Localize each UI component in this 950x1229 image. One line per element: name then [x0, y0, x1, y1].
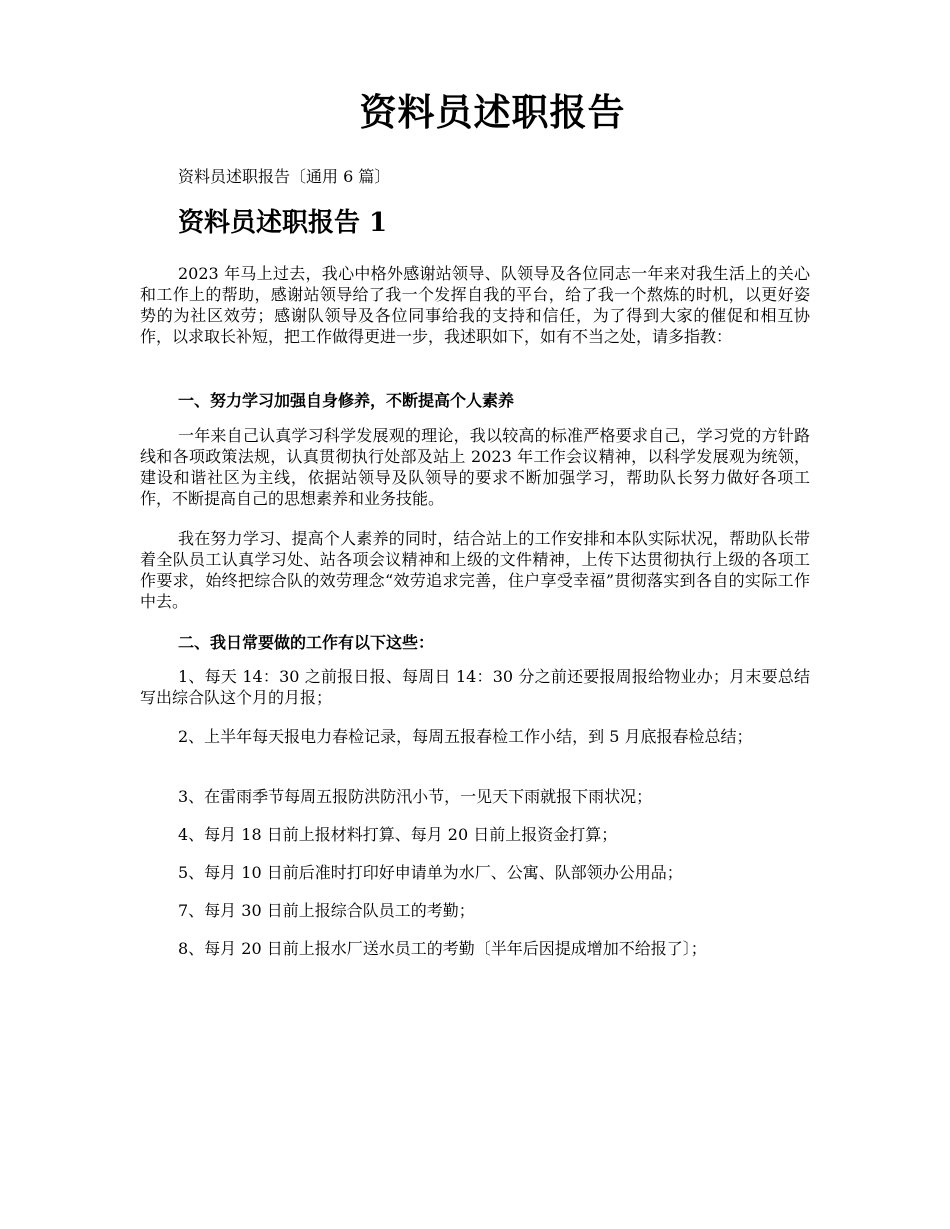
list-item: 5、每月 10 日前后准时打印好申请单为水厂、公寓、队部领办公用品；	[178, 863, 683, 882]
list-item: 8、每月 20 日前上报水厂送水员工的考勤〔半年后因提成增加不给报了〕；	[178, 939, 707, 958]
document-subtitle: 资料员述职报告〔通用 6 篇〕	[178, 167, 391, 186]
list-item: 7、每月 30 日前上报综合队员工的考勤；	[178, 901, 475, 920]
list-item: 3、在雷雨季节每周五报防洪防汛小节，一见天下雨就报下雨状况；	[178, 787, 653, 806]
document-title: 资料员述职报告	[359, 90, 626, 134]
list-item: 4、每月 18 日前上报材料打算、每月 20 日前上报资金打算；	[178, 825, 618, 844]
intro-paragraph: 2023 年马上过去，我心中格外感谢站领导、队领导及各位同志一年来对我生活上的关心和工作上的帮助，感谢站领导给了我一个发挥自我的平台，给了我一个熬炼的时机，以更好姿势的为社区效劳；感谢队领导及各位同事给我的支持和信任，为了得到大家的催促和相互协作，以求取长补短，把工作做得更进一步，我述职如下，如有不当之处，请多指教：	[140, 264, 810, 346]
section2-title: 二、我日常要做的工作有以下这些：	[178, 633, 435, 652]
section1-title: 一、努力学习加强自身修养，不断提高个人素养	[178, 391, 515, 410]
list-item: 1、每天 14：30 之前报日报、每周日 14：30 分之前还要报周报给物业办；月末要总结写出综合队这个月的月报；	[140, 667, 810, 707]
report-heading: 资料员述职报告 1	[178, 208, 388, 238]
section1-paragraph-1: 一年来自己认真学习科学发展观的理论，我以较高的标准严格要求自己，学习党的方针路线和各项政策法规，认真贯彻执行处部及站上 2023 年工作会议精神，以科学发展观为统领，建设和谐社区为主线，依据站领导及队领导的要求不断加强学习，帮助队长努力做好各项工作，不断提高自己的思想素养和业务技能。	[140, 426, 810, 508]
list-item: 2、上半年每天报电力春检记录，每周五报春检工作小结，到 5 月底报春检总结；	[178, 727, 753, 746]
section1-paragraph-2: 我在努力学习、提高个人素养的同时，结合站上的工作安排和本队实际状况，帮助队长带着全队员工认真学习处、站各项会议精神和上级的文件精神，上传下达贯彻执行上级的各项工作要求，始终把综合队的效劳理念“效劳追求完善，住户享受幸福”贯彻落实到各自的实际工作中去。	[140, 529, 810, 611]
